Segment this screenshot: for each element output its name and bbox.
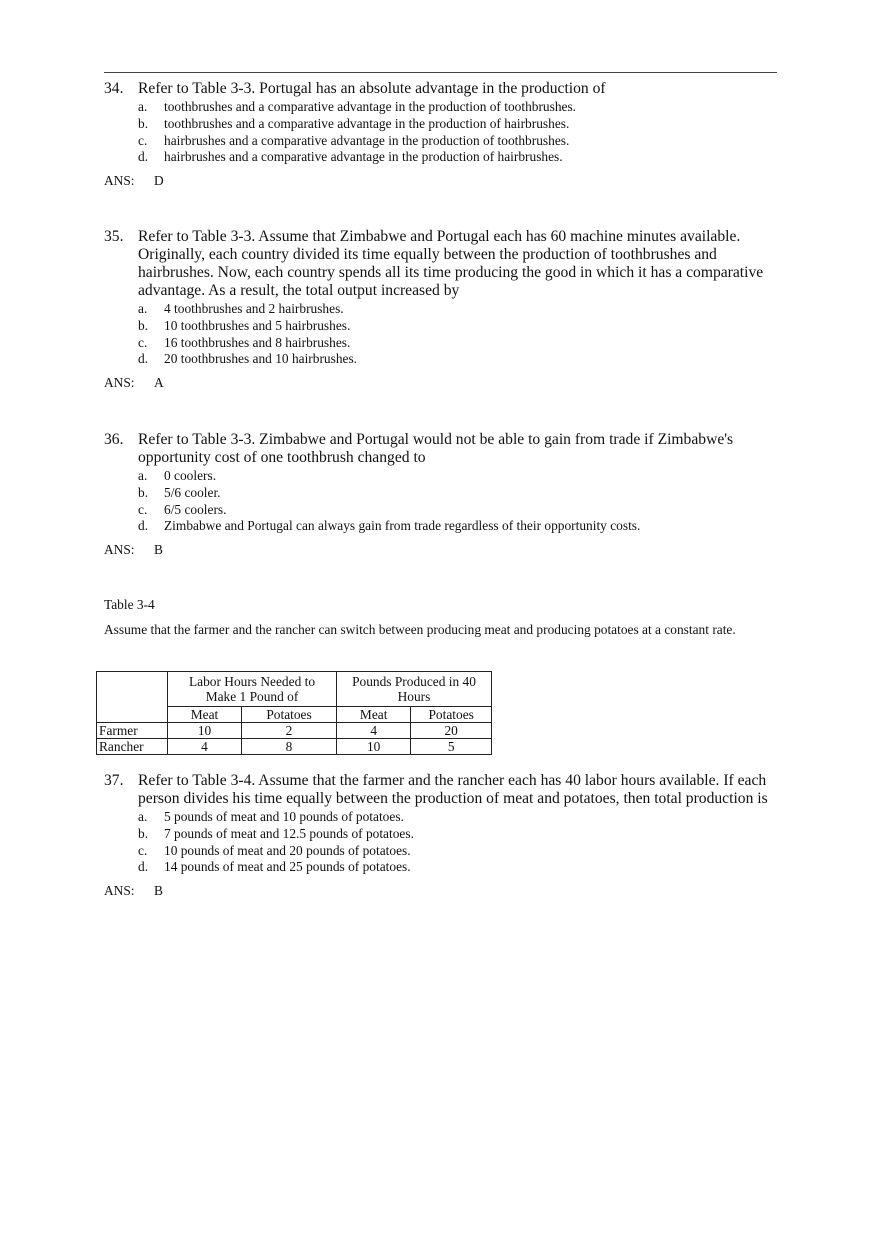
- option-a: a. 4 toothbrushes and 2 hairbrushes.: [138, 301, 344, 316]
- answer-key: ANS: B: [104, 883, 163, 899]
- option-c: c. 16 toothbrushes and 8 hairbrushes.: [138, 334, 351, 350]
- table-cell: 4: [337, 723, 411, 739]
- option-a: a. 5 pounds of meat and 10 pounds of potatoes.: [138, 809, 404, 824]
- subheader-cell: Potatoes: [242, 707, 337, 723]
- table-cell: 5: [411, 739, 492, 755]
- option-b: b. 10 toothbrushes and 5 hairbrushes.: [138, 317, 351, 333]
- row-label: Rancher: [97, 739, 168, 755]
- subheader-cell: Meat: [337, 707, 411, 723]
- question-stem: [104, 228, 780, 300]
- table-title: Table 3-4: [104, 597, 155, 612]
- subheader-cell: Meat: [168, 707, 242, 723]
- row-label: Farmer: [97, 723, 168, 739]
- table-corner-cell: [97, 672, 168, 723]
- option-c: c. hairbrushes and a comparative advantage in the production of toothbrushes.: [138, 132, 570, 148]
- option-b: b. 5/6 cooler.: [138, 484, 221, 500]
- answer-options: [138, 468, 780, 535]
- table-cell: 10: [168, 723, 242, 739]
- question-number: 34.: [104, 80, 124, 97]
- answer-options: [138, 809, 780, 876]
- subheader-cell: Potatoes: [411, 707, 492, 723]
- table-description: Assume that the farmer and the rancher can switch between producing meat and producing potatoes at a constant rate.: [104, 622, 736, 637]
- option-b: b. toothbrushes and a comparative advantage in the production of hairbrushes.: [138, 115, 570, 131]
- question-36: [104, 431, 780, 558]
- option-c: c. 6/5 coolers.: [138, 501, 227, 517]
- data-table: [96, 671, 492, 755]
- answer-options: [138, 99, 780, 166]
- table-cell: 10: [337, 739, 411, 755]
- answer-key: ANS: A: [104, 375, 164, 391]
- answer-value: D: [154, 173, 164, 189]
- answer-options: [138, 301, 780, 368]
- question-text: Refer to Table 3-3. Portugal has an absolute advantage in the production of: [138, 80, 606, 97]
- group-header-pounds-produced: Pounds Produced in 40 Hours: [337, 672, 492, 707]
- option-d: d. 20 toothbrushes and 10 hairbrushes.: [138, 351, 358, 367]
- question-number: 37.: [104, 772, 124, 789]
- question-stem: [104, 431, 780, 467]
- top-rule: [104, 72, 777, 73]
- table-row: [97, 723, 492, 739]
- question-stem: [104, 772, 780, 808]
- answer-key: ANS: B: [104, 542, 163, 558]
- question-37: [104, 772, 780, 899]
- answer-value: A: [154, 375, 164, 391]
- answer-value: B: [154, 542, 163, 558]
- question-number: 35.: [104, 228, 124, 245]
- option-a: a. 0 coolers.: [138, 468, 217, 483]
- question-text: Refer to Table 3-4. Assume that the farmer and the rancher each has 40 labor hours available. If each person divides his time equally between the production of meat and potatoes, then total production is: [138, 772, 768, 807]
- option-b: b. 7 pounds of meat and 12.5 pounds of potatoes.: [138, 825, 414, 841]
- table-cell: 2: [242, 723, 337, 739]
- table-cell: 20: [411, 723, 492, 739]
- question-text: Refer to Table 3-3. Assume that Zimbabwe and Portugal each has 60 machine minutes available. Originally, each country divided its time equally between the production of toothbrushes and hairbrushes. Now, each country spends all its time producing the good in which it has a comparative advantage. As a result, the total output increased by: [138, 228, 764, 299]
- answer-key: ANS: D: [104, 173, 164, 189]
- question-35: [104, 228, 780, 391]
- question-34: [104, 80, 780, 189]
- answer-value: B: [154, 883, 163, 899]
- option-d: d. 14 pounds of meat and 25 pounds of potatoes.: [138, 859, 411, 875]
- table-cell: 8: [242, 739, 337, 755]
- group-header-labor-hours: Labor Hours Needed to Make 1 Pound of: [168, 672, 337, 707]
- table-row: [97, 739, 492, 755]
- option-c: c. 10 pounds of meat and 20 pounds of potatoes.: [138, 842, 411, 858]
- table-header-row: [97, 672, 492, 707]
- question-number: 36.: [104, 431, 124, 448]
- option-d: d. Zimbabwe and Portugal can always gain from trade regardless of their opportunity costs.: [138, 518, 641, 534]
- question-stem: [104, 80, 780, 98]
- option-d: d. hairbrushes and a comparative advantage in the production of hairbrushes.: [138, 149, 563, 165]
- question-text: Refer to Table 3-3. Zimbabwe and Portugal would not be able to gain from trade if Zimbabwe's opportunity cost of one toothbrush changed to: [138, 431, 734, 466]
- option-a: a. toothbrushes and a comparative advantage in the production of toothbrushes.: [138, 99, 577, 114]
- table-cell: 4: [168, 739, 242, 755]
